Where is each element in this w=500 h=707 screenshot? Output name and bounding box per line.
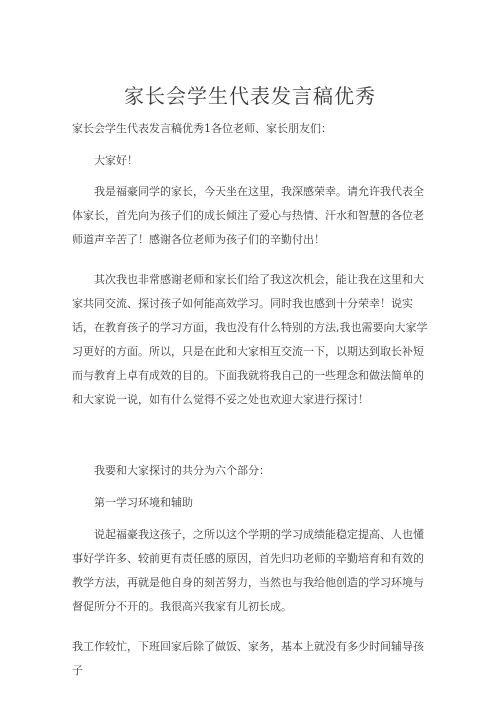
paragraph-5: 我工作较忙，下班回家后除了做饭、家务，基本上就没有多少时间辅导孩子 [72, 640, 424, 677]
greeting-paragraph: 大家好！ [94, 154, 138, 167]
paragraph-1: 我是福豪同学的家长，今天坐在这里，我深感荣幸。请允许我代表全体家长，首先向为孩子们的成长倾注了爱心与热情、汗水和智慧的各位老师道声辛苦了！感谢各位老师为孩子们的辛勤付出！ [72, 185, 424, 246]
section-heading-1: 第一学习环境和辅助 [94, 496, 193, 509]
intro-paragraph: 家长会学生代表发言稿优秀1各位老师、家长朋友们： [72, 122, 332, 135]
document-title: 家长会学生代表发言稿优秀 [124, 84, 376, 108]
paragraph-4: 说起福豪我这孩子，之所以这个学期的学习成绩能稳定提高、人也懂事好学许多、较前更有责任感的原因，首先归功老师的辛勤培育和有效的教学方法，再就是他自身的刻苦努力，当然也与我给他创造的学习环境与督促所分不开的。我很高兴我家有儿初长成。 [72, 528, 424, 613]
paragraph-3: 我要和大家探讨的共分为六个部分： [94, 464, 270, 477]
paragraph-2: 其次我也非常感谢老师和家长们给了我这次机会，能让我在这里和大家共同交流、探讨孩子如何能高效学习。同时我也感到十分荣幸！说实话，在教育孩子的学习方面，我也没有什么特别的方法,我也需要向大家学习更好的方面。所以，只是在此和大家相互交流一下，以期达到取长补短而与教育上卓有成效的目的。下面我就将我自己的一些理念和做法简单的和大家说一说，如有什么觉得不妥之处也欢迎大家进行探讨！ [72, 273, 428, 406]
